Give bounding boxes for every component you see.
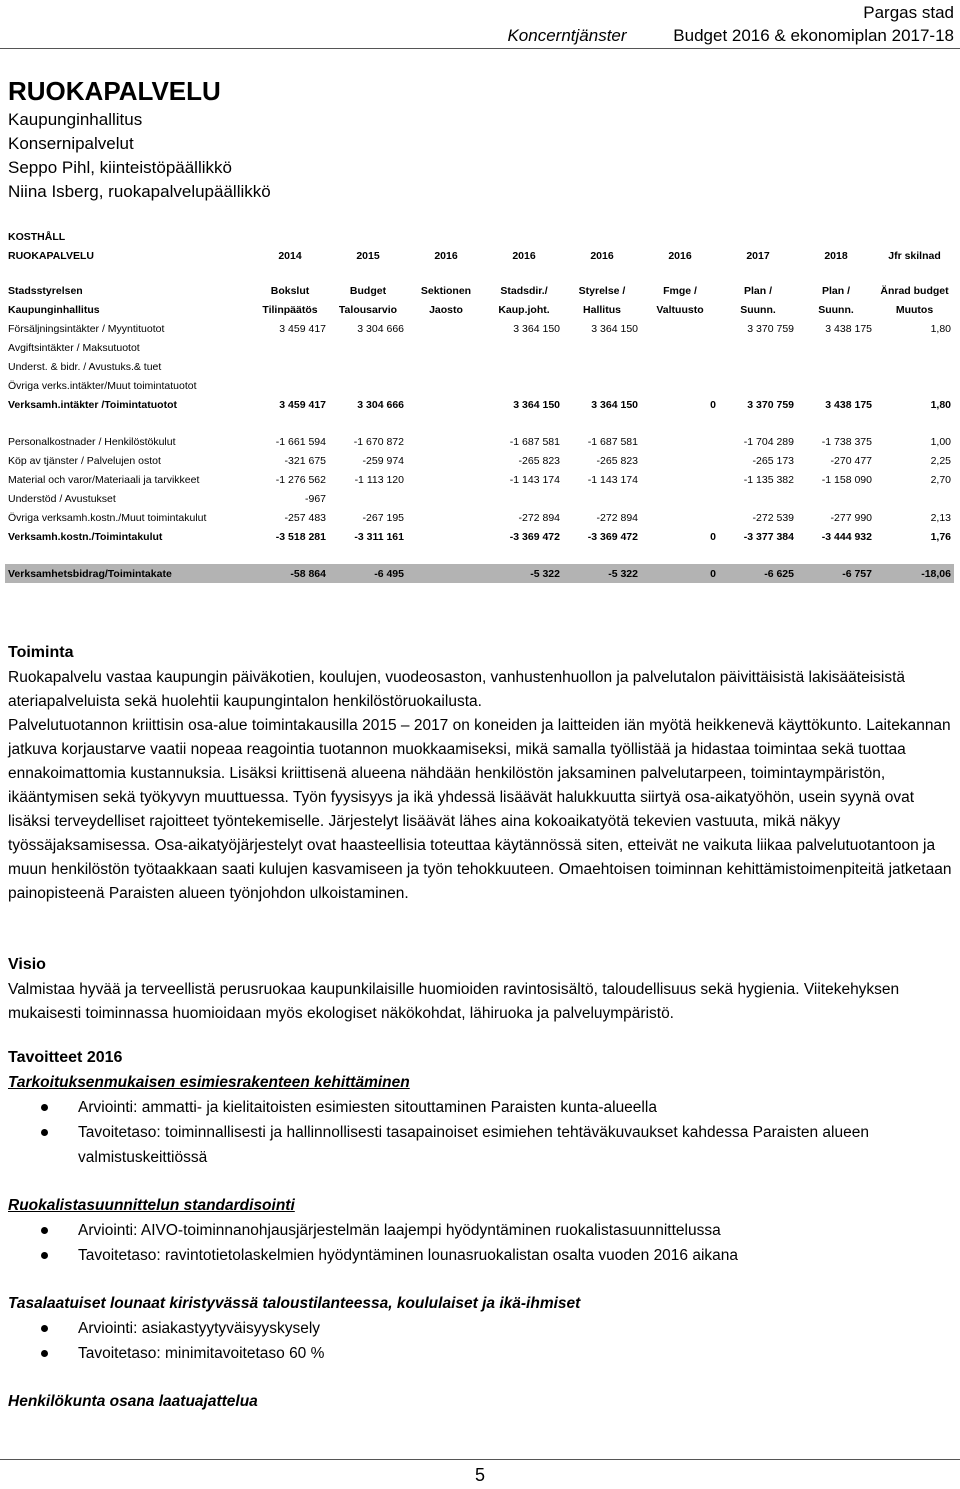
title-line-2: Konsernipalvelut — [8, 134, 134, 153]
value-cell: -6 495 — [329, 564, 407, 583]
value-cell: -3 369 472 — [587, 530, 638, 543]
value-cell — [485, 338, 563, 357]
value-cell — [329, 357, 407, 376]
value-cell: -272 894 — [596, 511, 638, 524]
value-cell: -1 276 562 — [275, 473, 326, 486]
page-number: 5 — [474, 1465, 485, 1485]
value-cell: -321 675 — [284, 454, 326, 467]
header-cell-muutos: Muutos — [895, 303, 934, 316]
table-row — [5, 432, 954, 451]
toiminta-section — [8, 640, 952, 906]
value-cell: -3 369 472 — [509, 530, 560, 543]
value-cell — [719, 338, 797, 357]
table-row — [5, 564, 954, 583]
budget-table — [5, 227, 954, 583]
value-cell: -967 — [304, 492, 326, 505]
goal-list — [8, 1316, 952, 1366]
tavoitteet-heading: Tavoitteet 2016 — [8, 1049, 123, 1066]
value-cell: -272 539 — [752, 511, 794, 524]
value-cell — [797, 357, 875, 376]
row-label: Material och varor/Materiaali ja tarvikkeet — [8, 473, 200, 486]
header-cell: Styrelse / — [578, 284, 626, 297]
value-cell: 3 364 150 — [591, 322, 638, 335]
value-cell: -265 173 — [752, 454, 794, 467]
value-cell — [407, 508, 485, 527]
header-line — [507, 26, 954, 46]
value-cell — [797, 376, 875, 395]
list-item — [8, 1316, 952, 1341]
title-line-4: Niina Isberg, ruokapalvelupäällikkö — [8, 182, 271, 201]
header-cell: Jaosto — [429, 303, 463, 316]
list-item-text: Arviointi: asiakastyytyväisyyskysely — [78, 1320, 321, 1337]
value-cell — [329, 376, 407, 395]
bullet-icon — [41, 1325, 48, 1332]
value-cell — [797, 489, 875, 508]
value-cell: -257 483 — [284, 511, 326, 524]
value-cell — [641, 432, 719, 451]
table-row — [5, 357, 954, 376]
value-cell — [251, 357, 329, 376]
table-row — [5, 508, 954, 527]
table-row — [5, 470, 954, 489]
table-row — [5, 451, 954, 470]
value-cell: -3 518 281 — [275, 530, 326, 543]
value-cell: 1,80 — [930, 322, 951, 335]
value-cell: -267 195 — [362, 511, 404, 524]
list-item — [8, 1341, 952, 1366]
value-cell — [797, 338, 875, 357]
value-cell: 3 364 150 — [513, 322, 560, 335]
list-item-text: Tavoitetaso: minimitavoitetaso 60 % — [78, 1345, 325, 1362]
value-cell: 3 459 417 — [279, 398, 326, 411]
value-cell — [719, 489, 797, 508]
header-cell: Plan / — [743, 284, 772, 297]
toiminta-heading: Toiminta — [8, 644, 74, 661]
value-cell — [641, 508, 719, 527]
value-cell — [407, 470, 485, 489]
value-cell: -18,06 — [875, 564, 954, 583]
value-cell — [407, 451, 485, 470]
footer-rule — [0, 1459, 960, 1460]
table-row — [5, 319, 954, 338]
row-label: Understöd / Avustukset — [8, 492, 116, 505]
value-cell — [485, 376, 563, 395]
header-cell: Budget — [349, 284, 387, 297]
bullet-icon — [41, 1350, 48, 1357]
title-line-3: Seppo Pihl, kiinteistöpäällikkö — [8, 158, 232, 177]
row-label: Övriga verksamh.kostn./Muut toimintakulut — [8, 511, 207, 524]
bullet-icon — [41, 1252, 48, 1259]
value-cell: -6 625 — [719, 564, 797, 583]
value-cell: -1 738 375 — [821, 435, 872, 448]
value-cell — [407, 319, 485, 338]
value-cell — [641, 319, 719, 338]
header-cell: Talousarvio — [338, 303, 398, 316]
header-cell: Hallitus — [583, 303, 621, 316]
bullet-icon — [41, 1104, 48, 1111]
header-cell: Stadsstyrelsen — [8, 284, 83, 297]
value-cell: 0 — [641, 564, 719, 583]
goal-title: Tarkoituksenmukaisen esimiesrakenteen kehittäminen — [8, 1074, 410, 1091]
row-label: Avgiftsintäkter / Maksutuotot — [8, 341, 140, 354]
value-cell: 3 370 759 — [747, 322, 794, 335]
value-cell: 3 364 150 — [591, 398, 638, 411]
header-doc: Budget 2016 & ekonomiplan 2017-18 — [673, 26, 954, 45]
bullet-icon — [41, 1129, 48, 1136]
value-cell: -1 687 581 — [587, 435, 638, 448]
year-cell: 2017 — [746, 249, 770, 262]
row-label: Underst. & bidr. / Avustuks.& tuet — [8, 360, 162, 373]
value-cell: 0 — [710, 398, 716, 411]
value-cell — [407, 376, 485, 395]
value-cell — [641, 338, 719, 357]
value-cell — [641, 376, 719, 395]
value-cell — [407, 564, 485, 583]
toiminta-paragraph-1: Ruokapalvelu vastaa kaupungin päiväkotien, koulujen, vuodeosaston, vanhustenhuollon ja palvelutalon päivittäisistä lakisääteisistä ateriapalveluista sekä huolehtii kaupungintalon henkilöstöruokailusta. — [8, 669, 906, 710]
header-cell — [875, 300, 954, 319]
value-cell: -1 158 090 — [821, 473, 872, 486]
year-cell: 2015 — [356, 249, 380, 262]
header-cell: Valtuusto — [656, 303, 704, 316]
value-cell: 3 459 417 — [279, 322, 326, 335]
year-cell: Jfr skilnad — [888, 249, 941, 262]
header-cell: Kaupunginhallitus — [8, 303, 100, 316]
row-label: Köp av tjänster / Palvelujen ostot — [8, 454, 161, 467]
header-cell: Plan / — [821, 284, 850, 297]
visio-heading: Visio — [8, 956, 46, 973]
value-cell — [563, 357, 641, 376]
value-cell — [251, 376, 329, 395]
value-cell — [875, 489, 954, 508]
row-label: Verksamh.intäkter /Toimintatuotot — [8, 398, 177, 411]
goal-list — [8, 1218, 952, 1268]
value-cell: 3 438 175 — [825, 322, 872, 335]
value-cell: 3 304 666 — [357, 398, 404, 411]
visio-paragraph: Valmistaa hyvää ja terveellistä perusruokaa kaupunkilaisille huomioiden ravintosisältö, taloudellisuus sekä hygienia. Viitekehyksen mukaisesti toiminnassa huomioidaan myös ekologiset näkökohdat, lähiruoka ja palveluympäristö. — [8, 981, 900, 1022]
tavoitteet-section — [8, 1045, 952, 1414]
header-cell: Kaup.joht. — [498, 303, 550, 316]
row-label: Personalkostnader / Henkilöstökulut — [8, 435, 176, 448]
value-cell — [875, 357, 954, 376]
year-cell: 2016 — [434, 249, 458, 262]
goal-list — [8, 1095, 952, 1170]
table-row — [5, 338, 954, 357]
value-cell: -58 864 — [251, 564, 329, 583]
value-cell: 1,00 — [930, 435, 951, 448]
table-header-row-a — [5, 281, 954, 300]
year-cell: 2014 — [278, 249, 302, 262]
value-cell: -270 477 — [830, 454, 872, 467]
value-cell: -1 687 581 — [509, 435, 560, 448]
list-item-text: Arviointi: ammatti- ja kielitaitoisten esimiesten sitouttaminen Paraisten kunta-alueella — [78, 1099, 657, 1116]
value-cell — [563, 489, 641, 508]
value-cell: 0 — [710, 530, 716, 543]
table-label-1: KOSTHÅLL — [8, 230, 66, 243]
value-cell: -259 974 — [362, 454, 404, 467]
goal-title: Ruokalistasuunnittelun standardisointi — [8, 1197, 295, 1214]
value-cell — [641, 357, 719, 376]
value-cell — [563, 376, 641, 395]
value-cell: -1 670 872 — [353, 435, 404, 448]
row-label: Verksamh.kostn./Toimintakulut — [8, 530, 163, 543]
value-cell: -1 135 382 — [743, 473, 794, 486]
value-cell — [407, 527, 485, 546]
table-row — [5, 489, 954, 508]
title-line-1: Kaupunginhallitus — [8, 110, 143, 129]
header-cell: Fmge / — [663, 284, 697, 297]
value-cell: -5 322 — [563, 564, 641, 583]
table-header-row-b — [5, 300, 954, 319]
value-cell: 2,13 — [930, 511, 951, 524]
header-cell: Suunn. — [740, 303, 776, 316]
value-cell: -265 823 — [596, 454, 638, 467]
list-item-text: Tavoitetaso: toiminnallisesti ja hallinnollisesti tasapainoiset esimiehen tehtäväkuvaukset kahdessa Paraisten alueen valmistuskeittiössä — [78, 1124, 869, 1166]
list-item — [8, 1218, 952, 1243]
header-cell: Bokslut — [270, 284, 310, 297]
value-cell: -6 757 — [797, 564, 875, 583]
header-cell: Stadsdir./ — [500, 284, 548, 297]
value-cell: -1 113 120 — [354, 473, 404, 486]
header-cell: Änrad budget — [880, 284, 949, 297]
value-cell: -1 704 289 — [743, 435, 794, 448]
value-cell — [485, 357, 563, 376]
value-cell — [407, 395, 485, 414]
value-cell — [251, 338, 329, 357]
value-cell: 2,70 — [930, 473, 951, 486]
year-cell: 2018 — [824, 249, 848, 262]
value-cell: -5 322 — [485, 564, 563, 583]
bullet-icon — [41, 1227, 48, 1234]
value-cell: -277 990 — [830, 511, 872, 524]
value-cell: -3 377 384 — [743, 530, 794, 543]
table-row — [5, 376, 954, 395]
value-cell: 3 438 175 — [825, 398, 872, 411]
value-cell — [329, 338, 407, 357]
year-cell: 2016 — [668, 249, 692, 262]
value-cell: -1 143 174 — [587, 473, 638, 486]
row-label: Verksamhetsbidrag/Toimintakate — [5, 564, 251, 583]
header-cell: Suunn. — [818, 303, 854, 316]
value-cell — [407, 338, 485, 357]
goal-title: Henkilökunta osana laatuajattelua — [8, 1393, 258, 1410]
header-cell: Tilinpäätös — [262, 303, 318, 316]
title-block — [8, 74, 271, 204]
list-item — [8, 1095, 952, 1120]
header-rule — [0, 48, 960, 49]
list-item-text: Tavoitetaso: ravintotietolaskelmien hyödyntäminen lounasruokalistan osalta vuoden 2016 aikana — [78, 1247, 739, 1264]
header-cell: Sektionen — [420, 284, 472, 297]
value-cell: 2,25 — [930, 454, 951, 467]
value-cell: -1 143 174 — [509, 473, 560, 486]
value-cell — [641, 470, 719, 489]
value-cell: -1 661 594 — [275, 435, 326, 448]
table-label-2: RUOKAPALVELU — [8, 249, 94, 262]
header-org: Pargas stad — [863, 3, 954, 22]
value-cell: -3 444 932 — [821, 530, 872, 543]
value-cell — [875, 338, 954, 357]
value-cell — [719, 376, 797, 395]
value-cell — [719, 357, 797, 376]
list-item — [8, 1120, 952, 1170]
visio-section — [8, 952, 952, 1026]
toiminta-paragraph-2: Palvelutuotannon kriittisin osa-alue toimintakausilla 2015 – 2017 on koneiden ja laitteiden iän myötä heikkenevä käyttökunto. Laitekannan jatkuva korjaustarve vaatii nopeaa reagointia tuotannon muokkaamiseksi, mikä samalla työllistää ja hidastaa toimintaa sekä tuottaa ennakoimattomia kustannuksia. Lisäksi kriittisenä alueena nähdään henkilöstön jaksaminen palvelutarpeen, toimintaympäristön, ikääntymisen sekä työkyvyn muuttuessa. Työn fyysisyys ja ikä yhdessä lisäävät halukkuutta siirtyä osa-aikatyöhön, usein syynä ovat lisäksi terveydelliset rajoitteet työntekemiselle. Järjestelyt lisäävät lähes aina kokoaikatyötä tekevien vastuuta, mikä näkyy työssäjaksamisessa. Osa-aikatyöjärjestelyt ovat haasteellisia toteuttaa käytännössä siten, etteivät ne vaikuta liikaa palvelutuotantoon ja muun henkilöstön työtaakkaan saati kulujen kasvamiseen ja työn tehokkuuteen. Omaehtoisen toiminnan kehittämistoimenpiteitä jatketaan painopisteenä Paraisten alueen työnjohdon ulkoistaminen. — [8, 717, 952, 902]
header-dept: Koncerntjänster — [507, 26, 627, 45]
value-cell — [875, 376, 954, 395]
value-cell — [407, 357, 485, 376]
value-cell: 1,80 — [930, 398, 951, 411]
goal-title: Tasalaatuiset lounaat kiristyvässä taloustilanteessa, koululaiset ja ikä-ihmiset — [8, 1295, 581, 1312]
value-cell: 3 364 150 — [513, 398, 560, 411]
value-cell — [407, 489, 485, 508]
row-label: Försäljningsintäkter / Myyntituotot — [8, 322, 165, 335]
table-row — [5, 527, 954, 546]
value-cell: -265 823 — [518, 454, 560, 467]
value-cell: -3 311 161 — [354, 530, 404, 543]
value-cell: -272 894 — [518, 511, 560, 524]
value-cell: 3 304 666 — [357, 322, 404, 335]
value-cell — [641, 489, 719, 508]
value-cell: 3 370 759 — [747, 398, 794, 411]
year-cell: 2016 — [512, 249, 536, 262]
value-cell: 1,76 — [930, 530, 951, 543]
value-cell — [641, 451, 719, 470]
table-years-row — [5, 246, 954, 265]
table-label-row-1 — [5, 227, 954, 246]
page-title: RUOKAPALVELU — [8, 76, 221, 106]
value-cell — [329, 489, 407, 508]
table-row — [5, 395, 954, 414]
row-label: Övriga verks.intäkter/Muut toimintatuotot — [8, 379, 197, 392]
list-item — [8, 1243, 952, 1268]
list-item-text: Arviointi: AIVO-toiminnanohjausjärjestelmän laajempi hyödyntäminen ruokalistasuunnittelussa — [78, 1222, 721, 1239]
value-cell — [485, 489, 563, 508]
value-cell — [407, 432, 485, 451]
value-cell — [563, 338, 641, 357]
year-cell: 2016 — [590, 249, 614, 262]
